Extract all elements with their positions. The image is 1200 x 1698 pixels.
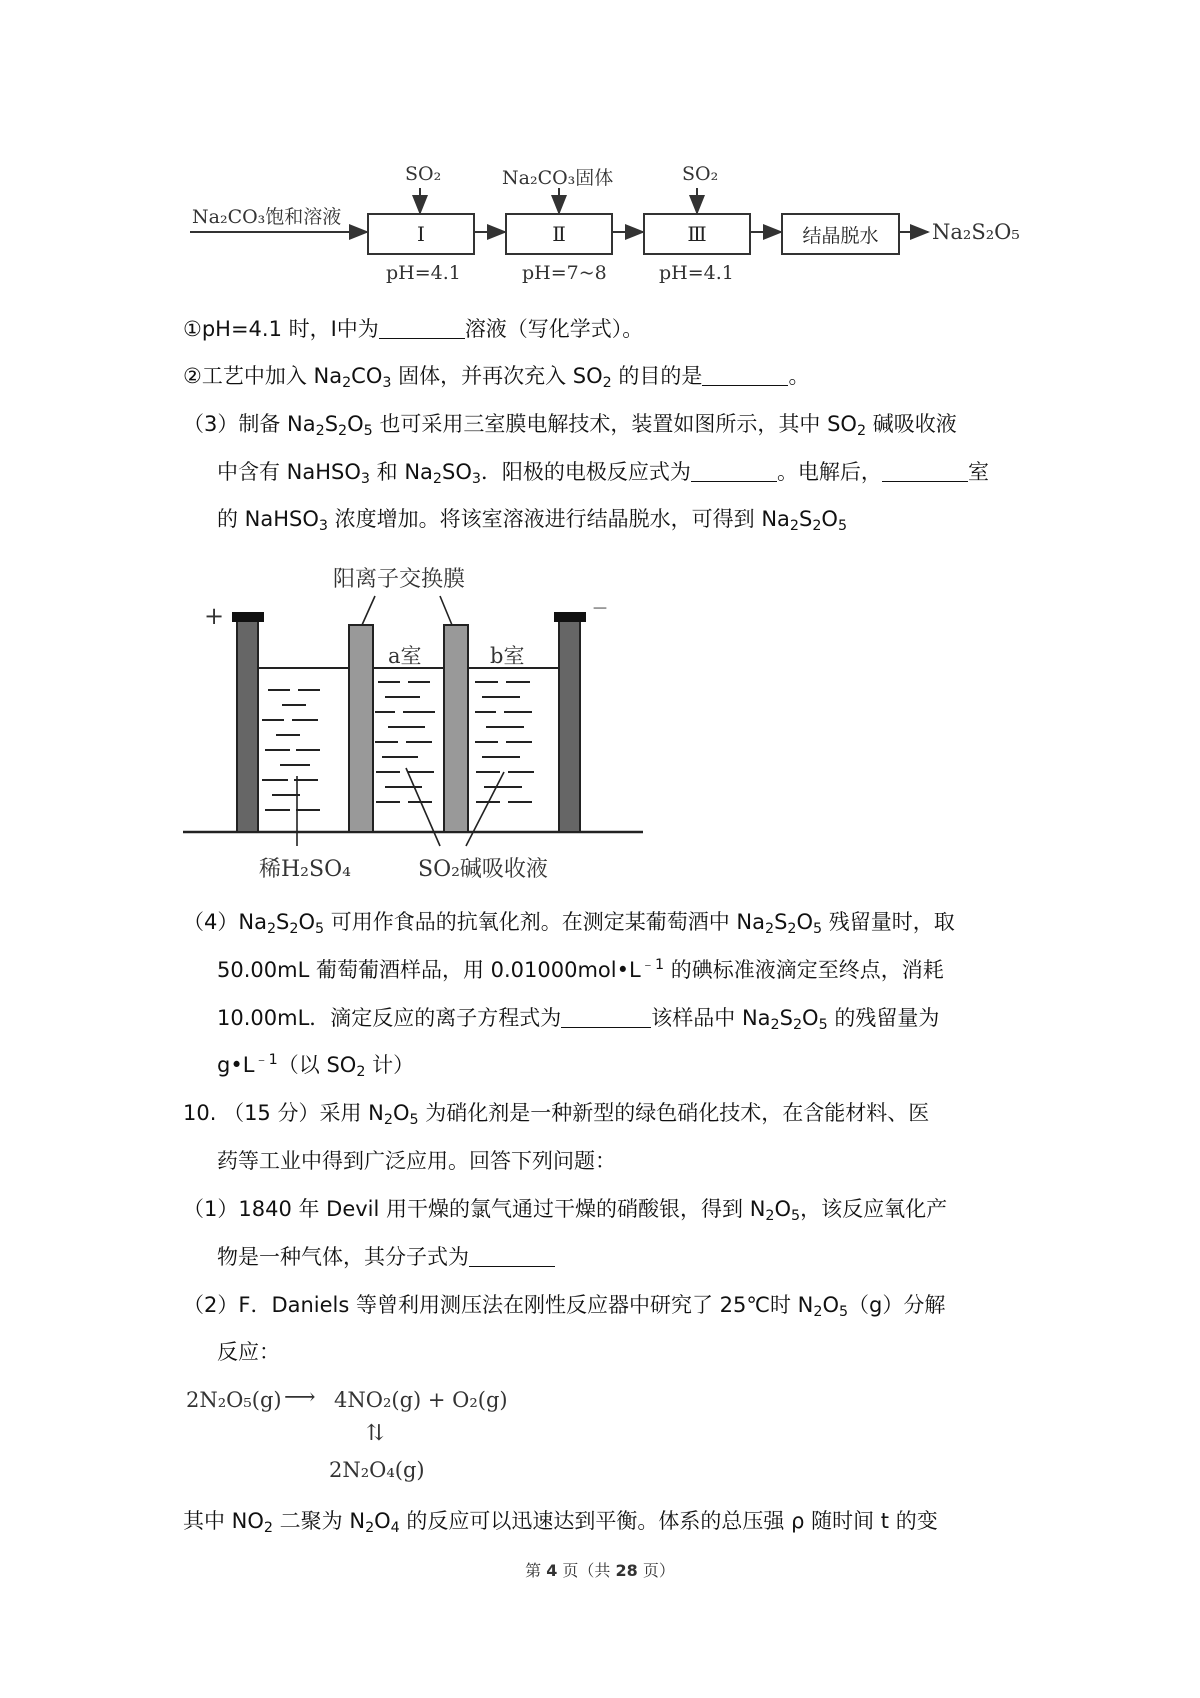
q10-last-line: 其中 $NO_2$ 二聚为 $N_2O_4$ 的反应可以迅速达到平衡。体系的总压强 ρ 随时间 t 的变 [183, 1509, 938, 1536]
equilibrium-arrow: ⇅ [366, 1421, 385, 1446]
reaction-products: 4NO₂(g) + O₂(g) [334, 1388, 508, 1412]
flow-step2-bottom: pH=7~8 [522, 262, 607, 284]
chamber-b-label: b室 [490, 644, 525, 668]
q3-line1: （3）制备 $Na_2S_2O_5$ 也可采用三室膜电解技术，装置如图所示，其中 $SO_2$ 碱吸收液 [183, 412, 957, 439]
q10-line2: 药等工业中得到广泛应用。回答下列问题： [217, 1149, 616, 1173]
q10-part2-line1: （2）F．Daniels 等曾利用测压法在刚性反应器中研究了 25℃时 $N_2O_5(g)$分解 [183, 1293, 946, 1320]
q10-part1-line2: 物是一种气体，其分子式为 [217, 1242, 555, 1272]
cell-drawing [0, 0, 700, 900]
q3-line3: 的 NaHSO$_3$ 浓度增加。将该室溶液进行结晶脱水，可得到 $Na_2S_2O_5$ [217, 507, 848, 534]
flow-step1-bottom: pH=4.1 [386, 262, 461, 284]
flow-step2-top: Na₂CO₃固体 [502, 167, 614, 189]
q4-line3: 10.00mL．滴定反应的离子方程式为 该样品中 $Na_2S_2O_5$ 的残留量为 [217, 1006, 940, 1033]
page-total: 28 [615, 1561, 638, 1580]
flow-step1-top: SO₂ [405, 163, 442, 185]
chamber-a-label: a室 [388, 644, 422, 668]
flow-step3-top: SO₂ [682, 163, 719, 185]
flow-output-label: Na₂S₂O₅ [932, 220, 1020, 244]
reaction-dimer: 2N₂O₄(g) [329, 1458, 425, 1482]
flow-step3-bottom: pH=4.1 [659, 262, 734, 284]
page-number: 4 [546, 1561, 558, 1580]
q3-line2: 中含有 NaHSO$_3$ 和 $Na_2SO_3$．阳极的电极反应式为 。电解后， 室 [217, 460, 989, 487]
dilute-sulfuric-acid-label: 稀H₂SO₄ [259, 857, 351, 882]
anode-plus-sign: + [204, 602, 225, 630]
q2-item1: ①pH=4.1 时，Ⅰ中为 溶液（写化学式）。 [183, 317, 644, 341]
q10-part1-line1: （1）1840 年 Devil 用干燥的氯气通过干燥的硝酸银，得到 $N_2O_5$，该反应氧化产 [183, 1197, 948, 1224]
flow-input-label: Na₂CO₃饱和溶液 [192, 206, 342, 228]
q4-line4: $g•L^{﹣1}$（以 $SO_2$ 计） [217, 1052, 415, 1080]
q2-item2: ②工艺中加入 $Na_2CO_3$ 固体，并再次充入 $SO_2$ 的目的是 。 [183, 364, 810, 391]
q10-part2-line2: 反应： [217, 1340, 280, 1364]
flow-step1-box: Ⅰ [367, 213, 475, 255]
cathode-minus-sign: — [593, 600, 607, 616]
reaction-reactant: 2N₂O₅(g) [186, 1388, 282, 1412]
flow-crystallize-box: 结晶脱水 [781, 213, 900, 255]
flow-step3-box: Ⅲ [643, 213, 751, 255]
reaction-arrow: ⟶ [284, 1385, 316, 1410]
flow-step2-box: Ⅱ [505, 213, 613, 255]
so2-absorbent-label: SO₂碱吸收液 [418, 857, 548, 882]
q4-line1: $(4)Na_2S_2O_5$ 可用作食品的抗氧化剂。在测定某葡萄酒中 $Na_2S_2O_5$ 残留量时，取 [183, 910, 955, 937]
page-footer: 第 4 页（共 28 页） [525, 1561, 675, 1580]
q4-line2: 50.00mL 葡萄葡酒样品，用 $0.01000mol•L^{﹣1}$ 的碘标准液滴定至终点，消耗 [217, 957, 944, 982]
membrane-label: 阳离子交换膜 [333, 567, 466, 592]
q10-line1: 10. （15 分）采用 $N_2O_5$ 为硝化剂是一种新型的绿色硝化技术，在含能材料、医 [183, 1101, 930, 1128]
